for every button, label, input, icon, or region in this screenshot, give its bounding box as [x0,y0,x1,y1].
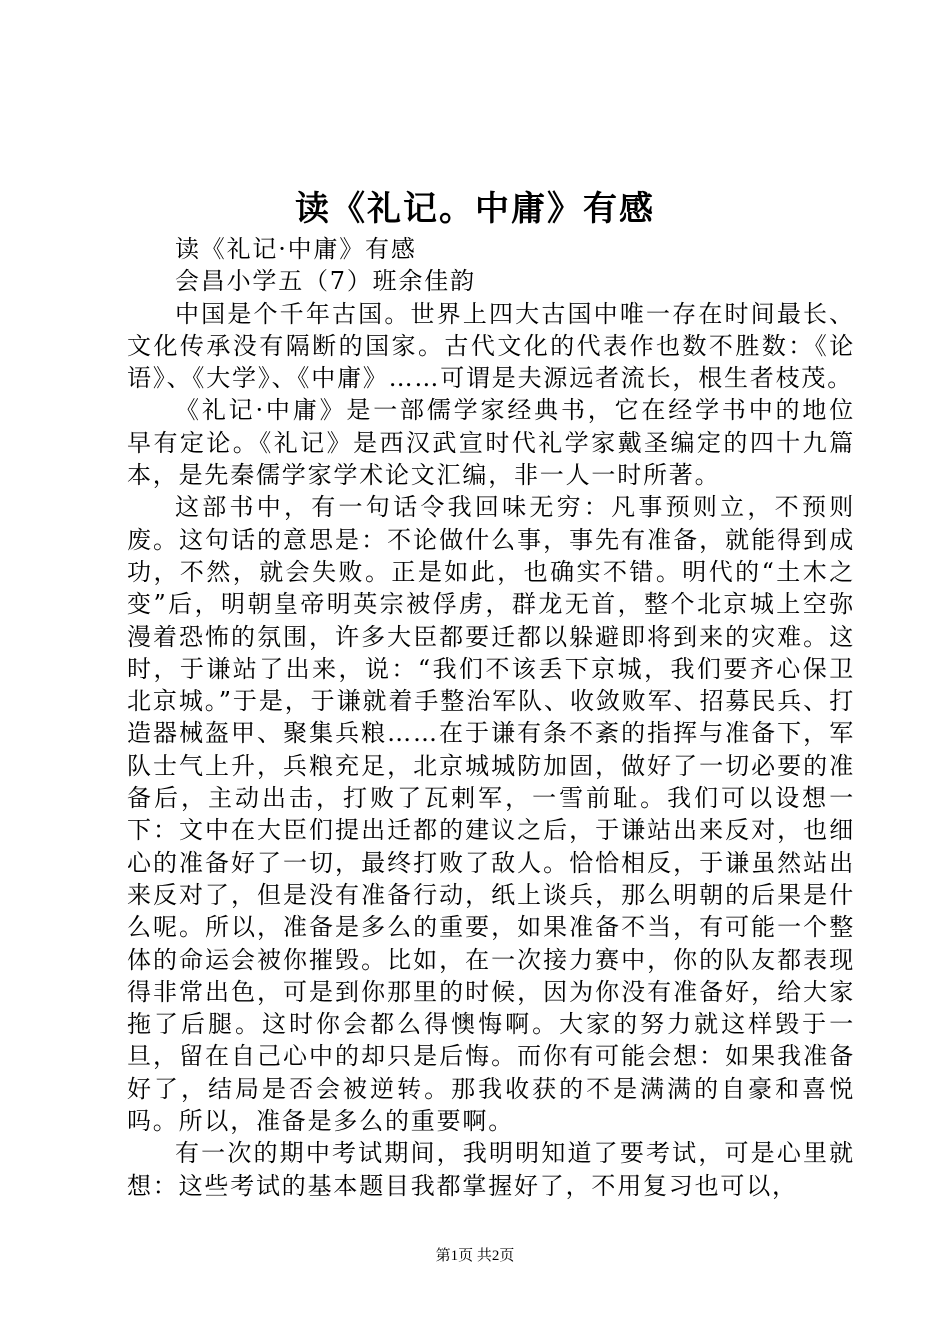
paragraph: 中国是个千年古国。世界上四大古国中唯一存在时间最长、文化传承没有隔断的国家。古代文化的代表作也数不胜数：《论语》、《大学》、《中庸》……可谓是夫源远者流长，根生者枝茂。 [127,299,855,393]
paragraph-subtitle: 读《礼记·中庸》有感 [175,235,417,263]
page-footer: 第1页 共2页 [435,1248,515,1264]
paragraph: 这部书中，有一句话令我回味无穷：凡事预则立，不预则废。这句话的意思是：不论做什么事，事先有准备，就能得到成功，不然，就会失败。正是如此，也确实不错。明代的“土木之变”后，明朝皇帝明英宗被俘虏，群龙无首，整个北京城上空弥漫着恐怖的氛围，许多大臣都要迁都以躲避即将到来的灾难。这时，于谦站了出来，说：“我们不该丢下京城，我们要齐心保卫北京城。”于是，于谦就着手整治军队、收敛败军、招募民兵、打造器械盔甲、聚集兵粮……在于谦有条不紊的指挥与准备下，军队士气上升，兵粮充足，北京城城防加固，做好了一切必要的准备后，主动出击，打败了瓦剌军，一雪前耻。我们可以设想一下：文中在大臣们提出迁都的建议之后，于谦站出来反对，也细心的准备好了一切，最终打败了敌人。恰恰相反，于谦虽然站出来反对了，但是没有准备行动，纸上谈兵，那么明朝的后果是什么呢。所以，准备是多么的重要，如果准备不当，有可能一个整体的命运会被你摧毁。比如，在一次接力赛中，你的队友都表现得非常出色，可是到你那里的时候，因为你没有准备好，给大家拖了后腿。这时你会都么得懊悔啊。大家的努力就这样毁于一旦，留在自己心中的却只是后悔。而你有可能会想：如果我准备好了，结局是否会被逆转。那我收获的不是满满的自豪和喜悦吗。所以，准备是多么的重要啊。 [127,493,855,1136]
paragraph: 《礼记·中庸》是一部儒学家经典书，它在经学书中的地位早有定论。《礼记》是西汉武宣时代礼学家戴圣编定的四十九篇本，是先秦儒学家学术论文汇编，非一人一时所著。 [127,396,855,490]
document-body [127,233,855,1202]
page-title: 读《礼记。中庸》有感 [295,189,655,229]
paragraph-author: 会昌小学五（7）班余佳韵 [175,267,476,296]
paragraph: 有一次的期中考试期间，我明明知道了要考试，可是心里就想：这些考试的基本题目我都掌握好了，不用复习也可以， [127,1139,855,1200]
